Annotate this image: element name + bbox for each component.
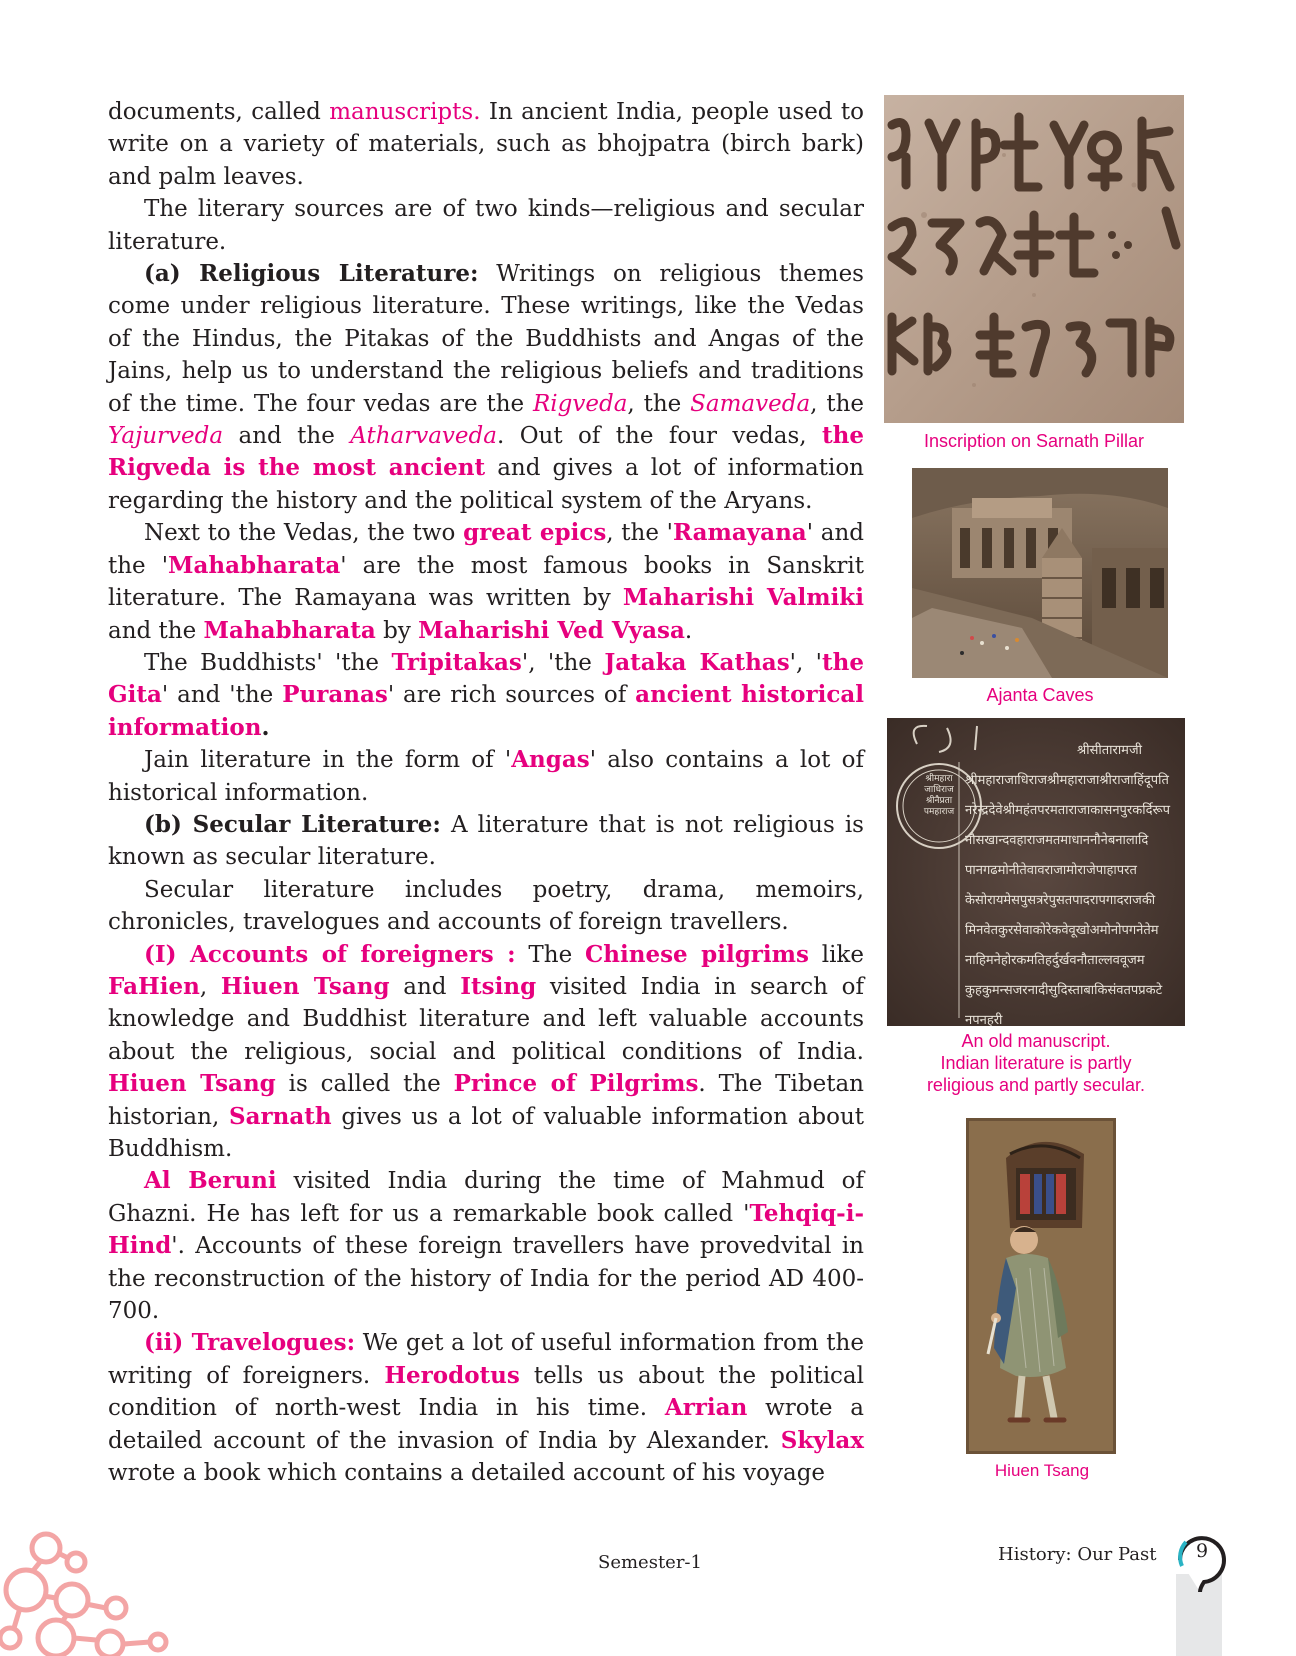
text-run: , the <box>627 390 691 417</box>
text-run: . The Tibetan historian, <box>108 1071 864 1130</box>
text-run: , the <box>810 390 864 417</box>
text-run: documents, called <box>108 99 330 125</box>
manuscript-line: श्रीमहाराजाधिराजश्रीमहाराजाश्रीराजाहिंदूपति <box>965 773 1169 788</box>
text-run: , <box>199 973 221 1000</box>
highlighted-term: ancient historical information <box>108 681 864 741</box>
paragraph-p5 <box>108 647 864 744</box>
highlighted-term: FaHien <box>108 972 200 1000</box>
paragraph-p2 <box>108 193 864 258</box>
highlighted-term: Puranas <box>282 681 388 709</box>
text-run: gives us a lot of valuable information about Buddhism. <box>108 1103 864 1162</box>
paragraph-p3 <box>108 258 864 517</box>
text-run: and the <box>223 423 351 450</box>
paragraph-p9 <box>108 939 864 1166</box>
text-run: ' and 'the <box>161 682 283 709</box>
sarnath-inscription-image <box>884 95 1184 423</box>
manuscript-caption <box>884 1030 1188 1096</box>
text-run: is called the <box>275 1071 454 1098</box>
manuscript-caption-line-3: religious and partly secular. <box>926 1075 1146 1095</box>
manuscript-caption-line-1: An old manuscript. <box>961 1031 1111 1051</box>
text-run: wrote a detailed account of the invasion of India by Alexander. <box>108 1395 864 1454</box>
text-run: The literary sources are of two kinds—religious and secular literature. <box>108 196 864 255</box>
footer-semester: Semester-1 <box>598 1552 702 1573</box>
highlighted-term: Al Beruni <box>144 1167 277 1195</box>
manuscript-line: नरेन्द्रदेवेश्रीमहंतपरमताराजाकासनपुरकर्दिरूप <box>965 803 1170 818</box>
manuscript-line: कुहकुमन्सजरनादीसुदिस्ताबाकिसंवतपप्रकटे <box>965 983 1163 998</box>
manuscript-line: पानगढमोनीतेवावराजामोराजेपाहापरत <box>965 863 1137 878</box>
highlighted-term: Maharishi Valmiki <box>622 584 864 612</box>
text-run: . <box>684 617 693 644</box>
highlighted-term: Sarnath <box>228 1102 332 1130</box>
highlighted-term: Samaveda <box>690 390 811 417</box>
highlighted-term: Hiuen Tsang <box>220 972 390 1000</box>
highlighted-term: great epics <box>463 519 607 547</box>
manuscript-line: नौसखान्दवहाराजमतमाधाननौनेबनालादि <box>965 833 1149 848</box>
highlighted-term: Skylax <box>780 1426 864 1454</box>
highlighted-term: Atharvaveda <box>350 423 497 450</box>
highlighted-term: . <box>261 713 270 741</box>
manuscript-line: नाहिमनेहोरकमतिहर्दुर्खवनौताल्लववूजम <box>965 953 1145 968</box>
hiuen-tsang-image <box>966 1118 1116 1454</box>
text-run: wrote a book which contains a detailed account of his voyage <box>108 1460 826 1487</box>
text-run: ' are the most famous books in Sanskrit literature. The Ramayana was written by <box>108 552 864 612</box>
text-run: ', 'the <box>521 649 605 676</box>
footer-book-title: History: Our Past <box>998 1544 1157 1565</box>
manuscript-heading: श्रीसीतारामजी <box>1077 743 1142 758</box>
text-run: In ancient India, people used to write on a variety of materials, such as bhojpatra (birch bark) and palm leaves. <box>108 99 864 190</box>
text-run: We get a lot of useful information from the writing of foreigners. <box>108 1330 864 1389</box>
text-run: A literature that is not religious is known as secular literature. <box>108 811 864 871</box>
text-run: Writings on religious themes come under religious literature. These writings, like the Vedas of the Hindus, the Pitakas of the Buddhists and Angas of the Jains, help us to understand the religious beliefs and traditions of the time. The four vedas are the <box>108 261 864 417</box>
manuscript-seal-line: पमहाराज <box>923 807 955 817</box>
text-run: Secular literature includes poetry, drama, memoirs, chronicles, travelogues and accounts of foreign travellers. <box>108 876 864 936</box>
highlighted-term: Chinese pilgrims <box>584 940 809 968</box>
highlighted-term: (b) Secular Literature: <box>144 810 441 838</box>
ajanta-caption: Ajanta Caves <box>986 685 1094 705</box>
highlighted-term: Rigveda <box>532 390 628 417</box>
highlighted-term: manuscripts. <box>329 99 481 125</box>
sarnath-caption: Inscription on Sarnath Pillar <box>923 431 1145 451</box>
text-run: ', ' <box>789 649 823 676</box>
highlighted-term: Jataka Kathas <box>604 648 790 676</box>
text-run: ' and the ' <box>108 520 864 579</box>
text-run: Next to the Vedas, the two <box>144 520 464 547</box>
paragraph-p4 <box>108 517 864 647</box>
manuscript-seal-line: जाधिराज <box>924 785 954 795</box>
highlighted-term: Tripitakas <box>391 648 522 676</box>
text-run: like <box>808 941 864 968</box>
highlighted-term: Itsing <box>460 972 537 1000</box>
highlighted-term: Yajurveda <box>108 423 224 450</box>
manuscript-line: केसोरायमेसपुसत्ररेपुसतपादरापगादराजकी <box>965 893 1156 908</box>
text-run: tells us about the political condition of north-west India in his time. <box>108 1362 864 1422</box>
highlighted-term: (I) Accounts of foreigners : <box>144 940 516 968</box>
highlighted-term: Prince of Pilgrims <box>453 1070 699 1098</box>
highlighted-term: Mahabharata <box>168 551 341 579</box>
manuscript-seal-line: श्रीनैप्रता <box>925 796 953 806</box>
main-text-column <box>108 96 864 1489</box>
text-run: . Out of the four vedas, <box>496 423 823 450</box>
text-run: and the <box>108 617 204 644</box>
highlighted-term: Arrian <box>664 1394 748 1422</box>
ajanta-caves-image <box>912 468 1168 678</box>
text-run: The <box>515 941 585 968</box>
decorative-bubbles-icon <box>0 1520 180 1656</box>
paragraph-p6 <box>108 744 864 809</box>
highlighted-term: Angas <box>511 746 590 774</box>
highlighted-term: Mahabharata <box>203 616 376 644</box>
paragraph-p7 <box>108 809 864 874</box>
page-number: 9 <box>1195 1540 1209 1562</box>
manuscript-caption-line-2: Indian literature is partly <box>940 1053 1132 1073</box>
highlighted-term: Hiuen Tsang <box>108 1070 276 1098</box>
hiuen-tsang-caption: Hiuen Tsang <box>994 1461 1090 1480</box>
text-run: by <box>375 617 419 644</box>
highlighted-term: the Gita <box>108 648 864 709</box>
text-run: '. Accounts of these foreign travellers have provedvital in the reconstruction of the history of India for the period AD 400-700. <box>108 1233 864 1325</box>
manuscript-lines <box>965 766 1179 1026</box>
manuscript-seal-line: श्रीमहारा <box>925 774 953 784</box>
highlighted-term: (ii) Travelogues: <box>144 1329 356 1357</box>
paragraph-p1 <box>108 96 864 193</box>
highlighted-term: Tehqiq-i-Hind <box>108 1199 864 1260</box>
old-manuscript-image <box>887 718 1185 1026</box>
manuscript-line: मिनवेतकुरसेवाकोरेकवेवूखोअमोनोपगनेतेम <box>965 923 1159 938</box>
highlighted-term: the Rigveda is the most ancient <box>108 422 864 482</box>
text-run: visited India in search of knowledge and Buddhist literature and left valuable accounts about the religious, social and political conditions of India. <box>108 973 865 1065</box>
text-run: visited India during the time of Mahmud of Ghazni. He has left for us a remarkable book called ' <box>108 1168 864 1227</box>
text-run: ' are rich sources of <box>387 682 636 709</box>
text-run: The Buddhists' 'the <box>144 649 392 676</box>
text-run: ' also contains a lot of historical information. <box>108 747 864 806</box>
paragraph-p10 <box>108 1165 864 1327</box>
manuscript-line: नपनहरी <box>965 1013 1003 1026</box>
highlighted-term: (a) Religious Literature: <box>144 260 479 288</box>
highlighted-term: Herodotus <box>384 1361 520 1389</box>
paragraph-p8 <box>108 874 864 939</box>
highlighted-term: Maharishi Ved Vyasa <box>418 616 685 644</box>
paragraph-p11 <box>108 1327 864 1489</box>
highlighted-term: Ramayana <box>673 519 807 547</box>
text-run: Jain literature in the form of ' <box>144 747 512 774</box>
text-run: and gives a lot of information regarding the history and the political system of the Aryans. <box>108 455 864 514</box>
text-run: and <box>389 973 461 1000</box>
text-run: , the ' <box>606 520 674 547</box>
